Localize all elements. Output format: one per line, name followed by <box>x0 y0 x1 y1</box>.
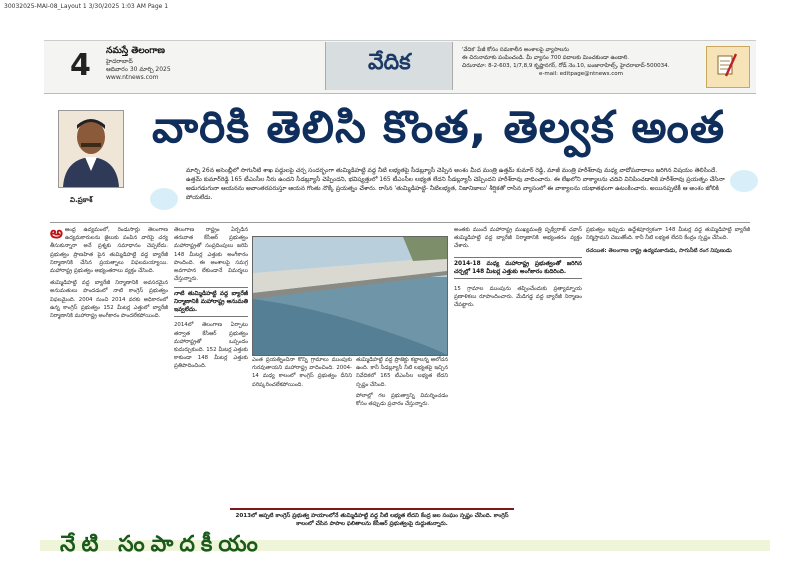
note-line-1: 'వేదిక' పేజీ కోసం సమకాలీన అంశాలపై వ్యాసాలను <box>462 47 570 53</box>
col5-paragraph-1: అంతకు ముందే మహారాష్ట్ర ముఖ్యమంత్రి పృథ్వీరాజ్ చవాన్ తుమ్మిడిహట్టి వద్ద బ్యారేజీ నిర్మాణానికి అభ్యంతరం వ్యక్తం చేశారు. <box>454 227 582 250</box>
intro-text: మార్చి 26న అసెంబ్లీలో సాగునీటి శాఖ పద్దులపై చర్చ సందర్భంగా తుమ్మిడిహట్టి వద్ద నీటి లభ్యతపై సీడబ్ల్యూసీ చెప్పిన అంశం మీద మంత్రి ఉత్తమ్ కుమార్ రెడ్డి, మాజీ మంత్రి హరీశ్‌రావు మధ్య వాదోపవాదాలు జరిగిన విషయం తెలిసిందే. ఉత్తమ్ కుమార్‌రెడ్డి 165 టీఎంసీల నీరు ఉందని సీడబ్ల్యూసీ చెప్పిందని, భవిష్యత్తులో 165 టీఎంసీల లభ్యత లేదని సీడబ్ల్యూసీ చెప్పిందని హరీశ్‌రావు వాదించారు. ఈ లేఖలోని వాక్యాలను చదివి వినిపించడానికి హరీశ్‌రావు ప్రయత్నం చేసినా అడుగడుగునా ఆయనను అవాంతరపరుస్తూ ఆయన గొంతు నొక్కే ప్రయత్నం చేశారు. <box>186 167 725 192</box>
bubble-decoration-right <box>730 170 758 192</box>
column-5 <box>454 226 582 508</box>
pen-icon <box>716 52 738 80</box>
pull-quote: 2013లో అప్పటి కాంగ్రెస్ ప్రభుత్వ హయాంలోనే తుమ్మిడిహట్టి వద్ద నీటి లభ్యత లేదని కేంద్ర జల సంఘం స్పష్టం చేసింది. కాంగ్రెస్ కాలంలో చేసిన పాపాల ఫలితాలను కేసీఆర్ ప్రభుత్వంపై రుద్దుతున్నారు. <box>230 508 514 546</box>
column-4 <box>356 356 448 506</box>
author-photo <box>58 110 124 188</box>
col6-paragraph-1: ప్రభుత్వం ఇప్పుడు ఉద్దేశపూర్వకంగా 148 మీటర్ల వద్ద తుమ్మిడిహట్టి బ్యారేజీ నిర్మిస్తామని చెబుతోంది. కానీ నీటి లభ్యత లేదని కేంద్రం స్పష్టం చేసింది. <box>586 227 750 242</box>
footer-banner: నేటి సంపాదకీయం <box>60 532 264 557</box>
col4-paragraph-1: తుమ్మిడిహట్టి వద్ద ప్రాజెక్టు కట్టాలన్న ఆలోచన ఉంది. కానీ సీడబ్ల్యూసీ నీటి లభ్యతపై ఇచ్చిన నివేదికలో 165 టీఎంసీల లభ్యత లేదని స్పష్టం చేసింది. <box>356 357 448 388</box>
column-6 <box>586 226 750 508</box>
page-number: 4 <box>70 48 91 83</box>
website: www.ntnews.com <box>106 74 159 81</box>
col1-paragraph-2: తుమ్మిడిహట్టి వద్ద బ్యారేజీ నిర్మాణానికి అవసరమైన అనుమతులు పొందడంలో నాటి కాంగ్రెస్ ప్రభుత్వం విఫలమైంది. 2004 నుంచి 2014 వరకు అధికారంలో ఉన్న కాంగ్రెస్ ప్రభుత్వం 152 మీటర్ల ఎత్తులో బ్యారేజీ నిర్మాణానికి మహారాష్ట్ర అంగీకారం పొందలేకపోయింది. <box>50 280 168 320</box>
col4-paragraph-2: పోలాల్లో గల ప్రభుత్వాన్ని విమర్శించడం కోసం తప్పుడు ప్రచారం చేస్తున్నారు. <box>356 392 448 408</box>
bubble-decoration-left <box>150 188 178 210</box>
email: e-mail: editpage@ntnews.com <box>539 71 623 77</box>
brand-name: నమస్తే తెలంగాణ <box>106 46 165 56</box>
column-1 <box>50 226 168 506</box>
barrage-image <box>253 237 447 355</box>
dropcap: అ <box>50 226 63 242</box>
note-line-2: ఈ చిరునామాకు పంపించండి. మీ వ్యాసం 700 పదాలకు మించకుండా ఉండాలి. <box>462 55 630 61</box>
print-meta: 30032025-MAI-08_Layout 1 3/30/2025 1:03 AM Page 1 <box>4 3 169 10</box>
col1-paragraph-1: ఆంధ్ర ఉద్యమంలో, రెండుసార్లు తెలంగాణ ఉద్యమకారులను జైలుకు పంపిన వారిపై చర్య తీసుకున్నారా అనే ప్రశ్నకు సమాధానం చెప్పలేదు. ప్రభుత్వం ప్రాణహిత పైన తుమ్మిడిహట్టి వద్ద బ్యారేజీ నిర్మాణానికి చేసిన ప్రయత్నాలు విఫలమయ్యాయి. మహారాష్ట్ర ప్రభుత్వం అభ్యంతరాలు వ్యక్తం చేసింది. <box>50 227 168 275</box>
section-title: వేదిక <box>368 50 411 75</box>
submission-note <box>462 46 700 78</box>
note-line-3: చిరునామా: 8-2-603, 1/7,8,9 కృష్ణానగర్, రోడ్ నెం.10, బంజారాహిల్స్, హైదరాబాద్-500034. <box>462 63 670 69</box>
col2-paragraph-1: తెలంగాణ రాష్ట్రం ఏర్పడిన తరువాత కేసీఆర్ ప్రభుత్వం మహారాష్ట్రతో సంప్రదింపులు జరిపి 148 మీటర్ల ఎత్తుకు అంగీకారం పొందింది. ఈ అంశాలపై సమగ్ర అవగాహన లేకుండానే విమర్శలు చేస్తున్నారు. <box>174 227 248 283</box>
article-intro <box>186 166 726 202</box>
col2-paragraph-2: 2014లో తెలంగాణ ఏర్పాటు తర్వాత కేసీఆర్ ప్రభుత్వం మహారాష్ట్రతో ఒప్పందం కుదుర్చుకుంది. 152 మీటర్ల ఎత్తుకు కాకుండా 148 మీటర్ల ఎత్తుకు ప్రతిపాదించింది. <box>174 322 248 370</box>
col5-paragraph-2: 15 గ్రామాల ముంపును తప్పించేందుకు ప్రత్యామ్నాయ ప్రణాళికలు రూపొందించారు. మేడిగడ్డ వద్ద బ్యారేజీ నిర్మాణం చేపట్టారు. <box>454 285 582 309</box>
col3-paragraph-1: ఎంత ప్రయత్నించినా కొన్ని గ్రామాలు ముంపుకు గురవుతాయని మహారాష్ట్ర వాదించింది. 2004-14 మధ్య కాలంలో కాంగ్రెస్ ప్రభుత్వం దీనిని పరిష్కరించలేకపోయింది. <box>252 357 352 388</box>
col5-callout: 2014-18 మధ్య మహారాష్ట్ర ప్రభుత్వంతో జరిగిన చర్చల్లో 148 మీటర్ల ఎత్తుకు అంగీకారం కుదిరింది. <box>454 257 582 279</box>
issue-date: ఆదివారం 30 మార్చి 2025 <box>106 66 171 73</box>
column-divider <box>50 222 750 223</box>
article-headline: వారికి తెలిసి కొంత, తెల్వక అంత <box>152 102 726 153</box>
brand-info <box>106 58 171 82</box>
dam-photo <box>252 236 448 356</box>
column-2 <box>174 226 248 506</box>
column-3 <box>252 356 352 506</box>
portrait-image <box>59 111 123 187</box>
author-byline: వి.ప్రకాశ్ <box>70 196 93 204</box>
intro-text-2: రాసిన 'తుమ్మిడిహట్టి- నీటిలభ్యత, నిజానిజాలు' శీర్షికతో రాసిన వ్యాసంలో ఈ వాక్యాలను యథాతథంగా ఉటంకించారు. అయినప్పటికీ ఆ అంశం జోలికి పోయలేదు. <box>186 185 719 201</box>
city: హైదరాబాద్ <box>106 58 133 65</box>
col2-callout: నాటి తుమ్మిడిహట్టి వద్ద బ్యారేజీ నిర్మాణానికి మహారాష్ట్ర అనుమతి ఇవ్వలేదు. <box>174 287 248 317</box>
author-note: రచయిత: తెలంగాణ రాష్ట్ర ఉద్యమకారుడు, సాగునీటి రంగ నిపుణుడు <box>586 248 732 255</box>
